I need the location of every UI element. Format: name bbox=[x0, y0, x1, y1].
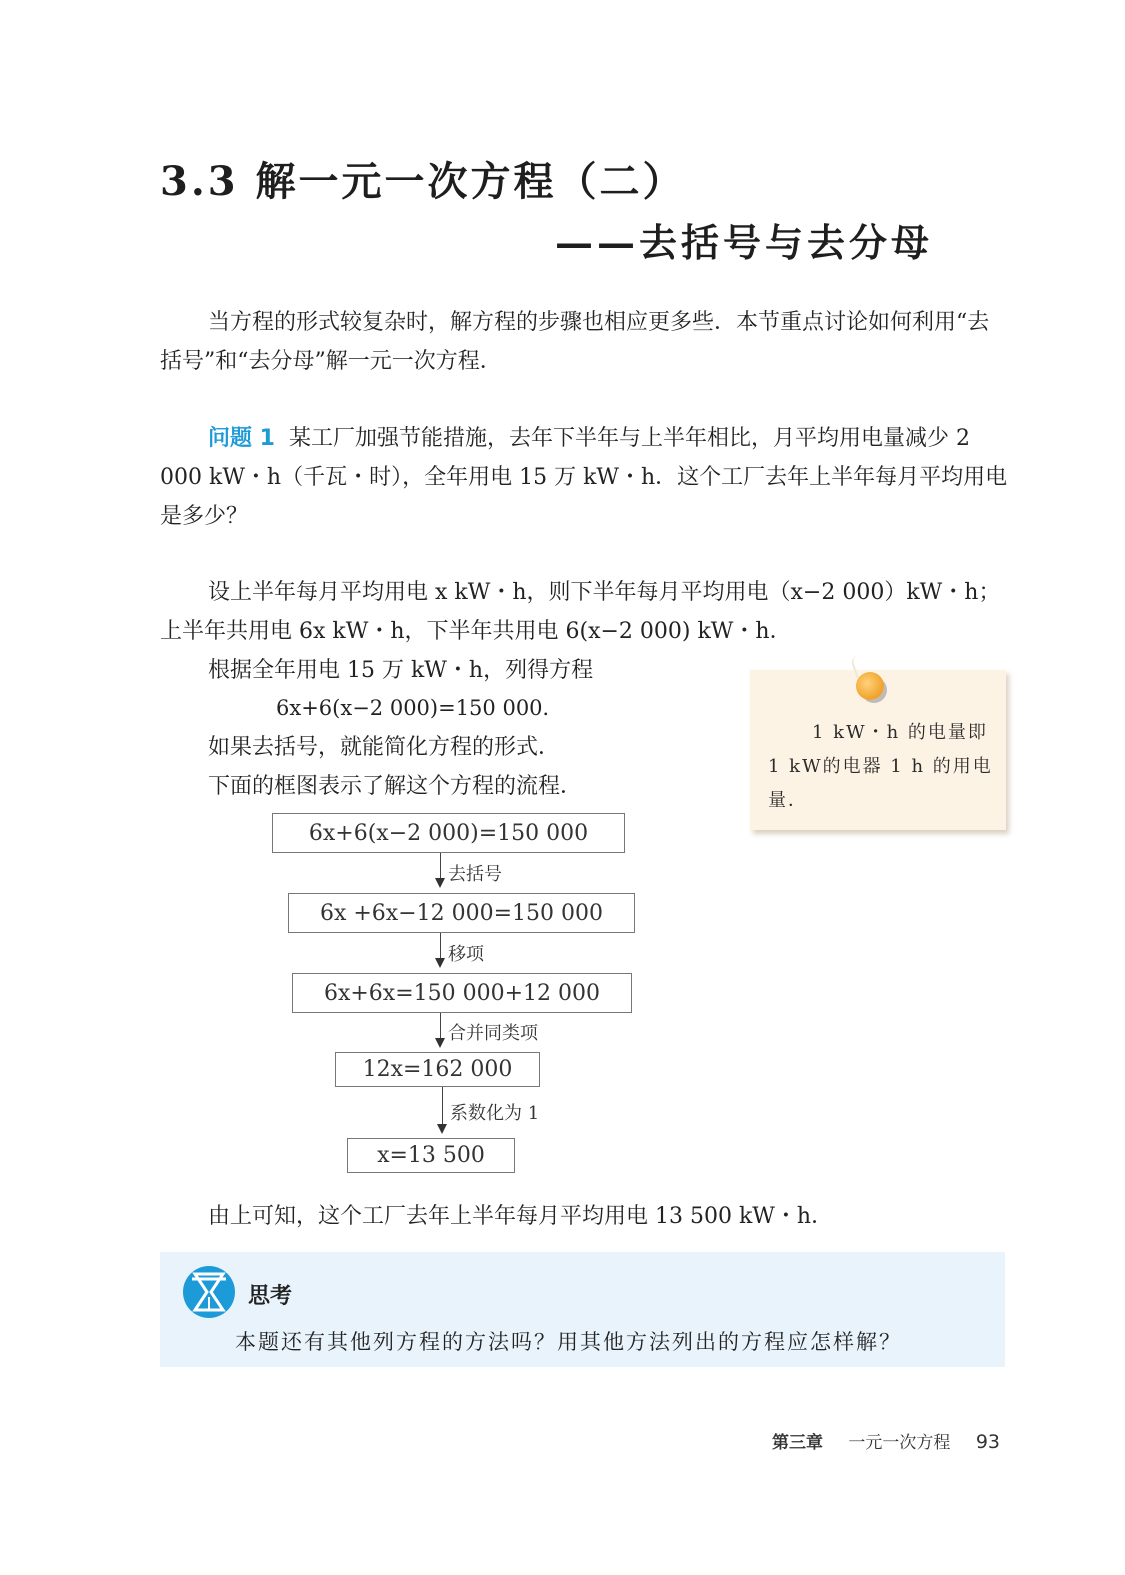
arrow-down-icon bbox=[437, 1124, 447, 1134]
step-label-3: 合并同类项 bbox=[448, 1023, 538, 1044]
problem-label: 问题 1 bbox=[208, 426, 275, 451]
flow-box-1: 6x+6(x−2 000)=150 000 bbox=[272, 813, 625, 853]
step-label-1: 去括号 bbox=[448, 864, 502, 885]
flow-box-2: 6x +6x−12 000=150 000 bbox=[288, 893, 635, 933]
arrow-line-1 bbox=[440, 853, 441, 879]
page-footer bbox=[772, 1428, 1000, 1453]
arrow-down-icon bbox=[435, 958, 445, 968]
arrow-line-3 bbox=[440, 1013, 441, 1039]
arrow-line-2 bbox=[440, 933, 441, 959]
intro-paragraph: 当方程的形式较复杂时，解方程的步骤也相应更多些．本节重点讨论如何利用“去括号”和“去分母”解一元一次方程． bbox=[160, 310, 990, 374]
flow-box-4: 12x=162 000 bbox=[335, 1052, 540, 1087]
solution-line-3: 下面的框图表示了解这个方程的流程． bbox=[208, 774, 583, 799]
step-label-2: 移项 bbox=[448, 944, 484, 965]
step-label-4: 系数化为 1 bbox=[450, 1103, 540, 1124]
flow-box-5: x=13 500 bbox=[347, 1138, 515, 1173]
problem-text: 某工厂加强节能措施，去年下半年与上半年相比，月平均用电量减少 2 000 kW・h（千瓦・时），全年用电 15 万 kW・h．这个工厂去年上半年每月平均用电是多少？ bbox=[160, 426, 1008, 529]
solution-setup: 设上半年每月平均用电 x kW・h，则下半年每月平均用电（x−2 000）kW・h；上半年共用电 6x kW・h，下半年共用电 6(x−2 000) kW・h． bbox=[160, 580, 1001, 644]
arrow-line-4 bbox=[442, 1087, 443, 1125]
footer-topic: 一元一次方程 bbox=[848, 1433, 951, 1453]
note-text: 1 kW・h 的电量即1 kW的电器 1 h 的用电量． bbox=[768, 722, 993, 811]
problem-paragraph bbox=[160, 419, 1010, 536]
section-subtitle: ——去括号与去分母 bbox=[555, 220, 934, 265]
solution-line-1: 根据全年用电 15 万 kW・h，列得方程 bbox=[208, 658, 594, 683]
solution-line-2: 如果去括号，就能简化方程的形式． bbox=[208, 735, 561, 760]
arrow-down-icon bbox=[435, 1038, 445, 1048]
pushpin-icon bbox=[856, 672, 884, 700]
section-title: 3.3 解一元一次方程（二） bbox=[160, 158, 686, 205]
page-number: 93 bbox=[975, 1431, 1000, 1453]
flow-box-3: 6x+6x=150 000+12 000 bbox=[292, 973, 632, 1013]
hourglass-icon bbox=[182, 1265, 236, 1319]
footer-chapter: 第三章 bbox=[772, 1433, 823, 1453]
main-equation: 6x+6(x−2 000)=150 000． bbox=[276, 696, 564, 720]
think-title: 思考 bbox=[248, 1284, 293, 1309]
arrow-down-icon bbox=[435, 878, 445, 888]
think-text: 本题还有其他列方程的方法吗？用其他方法列出的方程应怎样解？ bbox=[235, 1330, 902, 1354]
conclusion: 由上可知，这个工厂去年上半年每月平均用电 13 500 kW・h． bbox=[208, 1204, 834, 1229]
